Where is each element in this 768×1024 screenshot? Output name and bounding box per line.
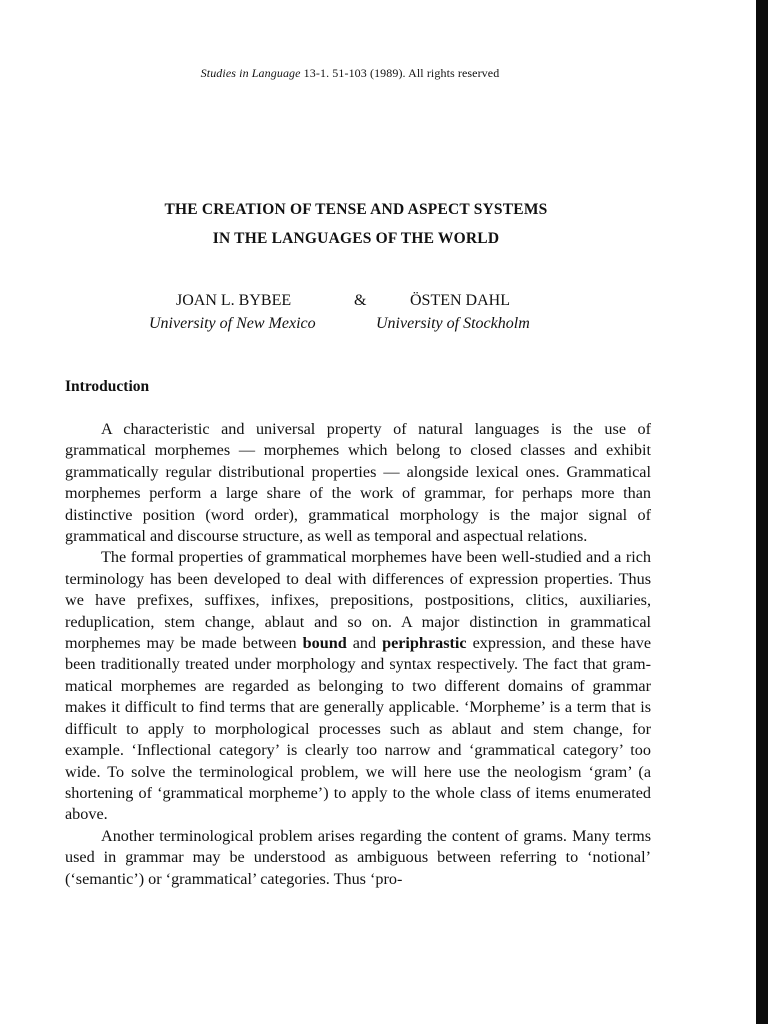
paragraph-2-text-a: The formal properties of grammatical morphemes have been well-studied and a rich terminology has been developed to deal with differences of expression properties. Thus we have prefixes, suffixes, infixes, prepositions, postpositions, clitics, auxiliaries, reduplication, stem change, ablaut and so on. A major distinction in grammatical morphemes may be made between: [65, 548, 651, 653]
term-bound: bound: [302, 634, 347, 653]
paragraph-2: [65, 547, 651, 825]
journal-name: Studies in Language: [200, 66, 301, 80]
paragraph-2-text-c: expression, and these have been traditionally treated under morphology and syntax respectively. The fact that grammatical morphemes are regarded as belonging to two different domains of grammar makes it difficult to find terms that are generally applicable. ‘Morpheme’ is a term that is difficult to apply to morphological processes such as ablaut and stem change, for example. ‘Inflectional category’ is clearly too narrow and ‘grammatical category’ too wide. To solve the terminological problem, we will here use the neologism ‘gram’ (a shortening of ‘grammatical morpheme’) to apply to the whole class of items enumerated above.: [65, 634, 652, 824]
paragraph-1: A characteristic and universal property of natural languages is the use of grammatical morphemes — morphemes which belong to closed classes and exhibit grammatically regular distributional properties — alongside lexical ones. Grammatical morphemes perform a large share of the work of grammar, for perhaps more than distinctive position (word order), grammatical morphology is the major signal of grammatical and discourse structure, as well as temporal and aspectual relations.: [65, 420, 651, 546]
body-text: [65, 419, 651, 890]
article-title-line-2: IN THE LANGUAGES OF THE WORLD: [212, 230, 500, 247]
section-heading: Introduction: [65, 378, 150, 395]
author-1-name: JOAN L. BYBEE: [176, 292, 292, 309]
author-separator: &: [354, 292, 367, 309]
term-periphrastic: periphrastic: [382, 634, 467, 653]
page-edge-shadow: [756, 0, 768, 1024]
author-1-affiliation: University of New Mexico: [149, 315, 316, 332]
paragraph-3: Another terminological problem arises regarding the content of grams. Many terms used in grammar may be understood as ambiguous between referring to ‘notional’ (‘semantic’) or ‘grammatical’ categories. Thus ‘pro-: [65, 826, 651, 888]
author-2-name: ÖSTEN DAHL: [410, 292, 510, 309]
journal-details: 13-1. 51-103 (1989). All rights reserved: [300, 66, 500, 80]
paragraph-2-text-b: and: [346, 634, 383, 653]
author-2-affiliation: University of Stockholm: [376, 315, 530, 332]
article-title-line-1: THE CREATION OF TENSE AND ASPECT SYSTEMS: [164, 201, 548, 218]
journal-citation: [0, 66, 700, 81]
